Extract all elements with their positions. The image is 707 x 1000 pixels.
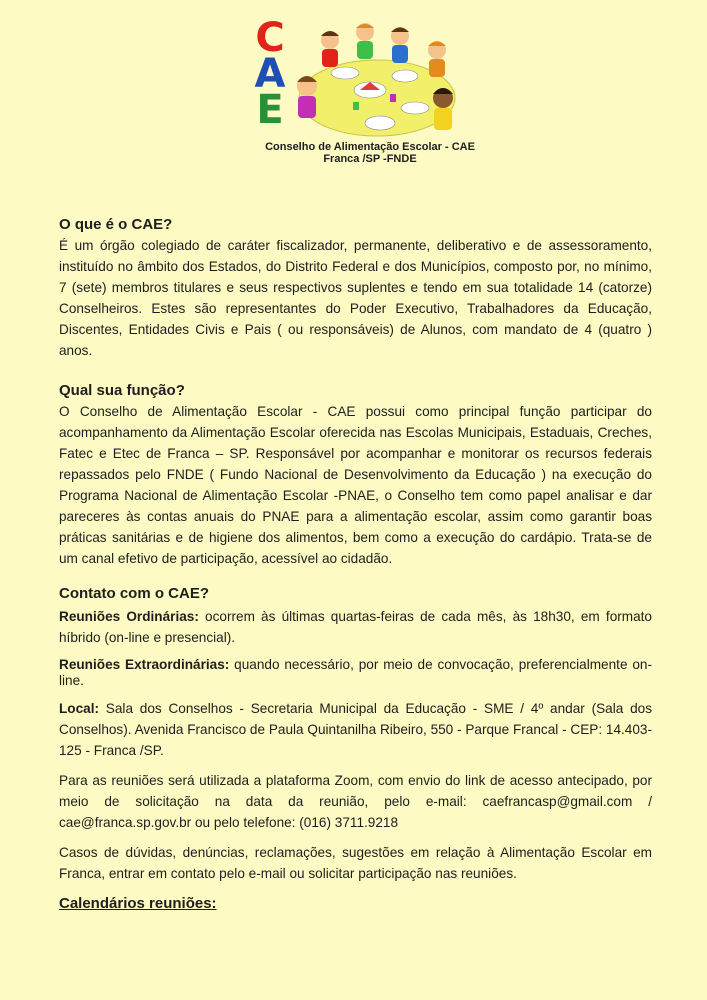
section-body-function: O Conselho de Alimentação Escolar - CAE possui como principal função participar do acompanhamento da Alimentação Escolar oferecida nas Escolas Municipais, Estaduais, Creches, Fatec e Etec de Franca – SP. Responsável por acompanhar e monitorar os recursos federais repassados pelo FNDE ( Fundo Nacional de Desenvolvimento da Educação ) na execução do Programa Nacional de Alimentação Escolar -PNAE, o Conselho tem como papel analisar e dar pareceres às contas anuais do PNAE para a alimentação escolar, assim como garantir boas práticas sanitárias e de higiene dos alimentos, bem como a execução do cardápio. Trata-se de um canal efetivo de participação, acessível ao cidadão. [59, 404, 652, 566]
ordinary-meetings-label: Reuniões Ordinárias: [59, 609, 199, 624]
section-title-function: Qual sua função? [59, 382, 185, 399]
logo-letter-e: E [256, 87, 284, 133]
meeting-location-label: Local: [59, 701, 100, 716]
meeting-location [59, 698, 652, 761]
section-title-calendar: Calendários reuniões: [59, 895, 217, 912]
zoom-info: Para as reuniões será utilizada a plataforma Zoom, com envio do link de acesso antecipado, por meio de solicitação na data da reunião, pelo e-mail: caefrancasp@gmail.com / cae@franca.sp.gov.br ou pelo telefone: (016) 3711.9218 [59, 773, 652, 830]
ordinary-meetings [59, 606, 652, 648]
organization-name [220, 141, 520, 165]
extraordinary-meetings [59, 657, 652, 689]
ordinary-meetings-text: ocorrem às últimas quartas-feiras de cada mês, às 18h30, em formato híbrido (on-line e presencial). [59, 609, 652, 645]
section-what-is-cae [59, 215, 652, 361]
logo-letter-a: A [254, 51, 286, 97]
extraordinary-meetings-label: Reuniões Extraordinárias: [59, 657, 230, 672]
meeting-location-text: Sala dos Conselhos - Secretaria Municipal da Educação - SME / 4º andar (Sala dos Conselhos). Avenida Francisco de Paula Quintanilha Ribeiro, 550 - Parque Francal - CEP: 14.403-125 - Franca /SP. [59, 701, 652, 758]
document-body [59, 215, 652, 914]
header [0, 0, 707, 175]
doubts-info: Casos de dúvidas, denúncias, reclamações, sugestões em relação à Alimentação Escolar em Franca, entrar em contato pelo e-mail ou solicitar participação nas reuniões. [59, 845, 652, 881]
section-function [59, 381, 652, 569]
organization-name-line1: Conselho de Alimentação Escolar - CAE [265, 141, 475, 153]
organization-name-line2: Franca /SP -FNDE [323, 153, 417, 165]
section-title-contact: Contato com o CAE? [59, 585, 209, 602]
children-eating-illustration [285, 18, 460, 143]
extraordinary-meetings-text: quando necessário, por meio de convocação, preferencialmente on-line. [59, 657, 652, 688]
logo-letter-c: C [255, 15, 285, 61]
cae-logo [250, 15, 290, 133]
section-body-what-is: É um órgão colegiado de caráter fiscalizador, permanente, deliberativo e de assessoramento, instituído no âmbito dos Estados, do Distrito Federal e dos Municípios, composto por, no mínimo, 7 (sete) membros titulares e seus respectivos suplentes e tendo em sua totalidade 14 (catorze) Conselheiros. Estes são representantes do Poder Executivo, Trabalhadores da Educação, Discentes, Entidades Civis e Pais ( ou responsáveis) de Alunos, com mandato de 4 (quatro ) anos. [59, 238, 652, 358]
section-contact [59, 584, 652, 884]
section-title-what-is: O que é o CAE? [59, 216, 173, 233]
